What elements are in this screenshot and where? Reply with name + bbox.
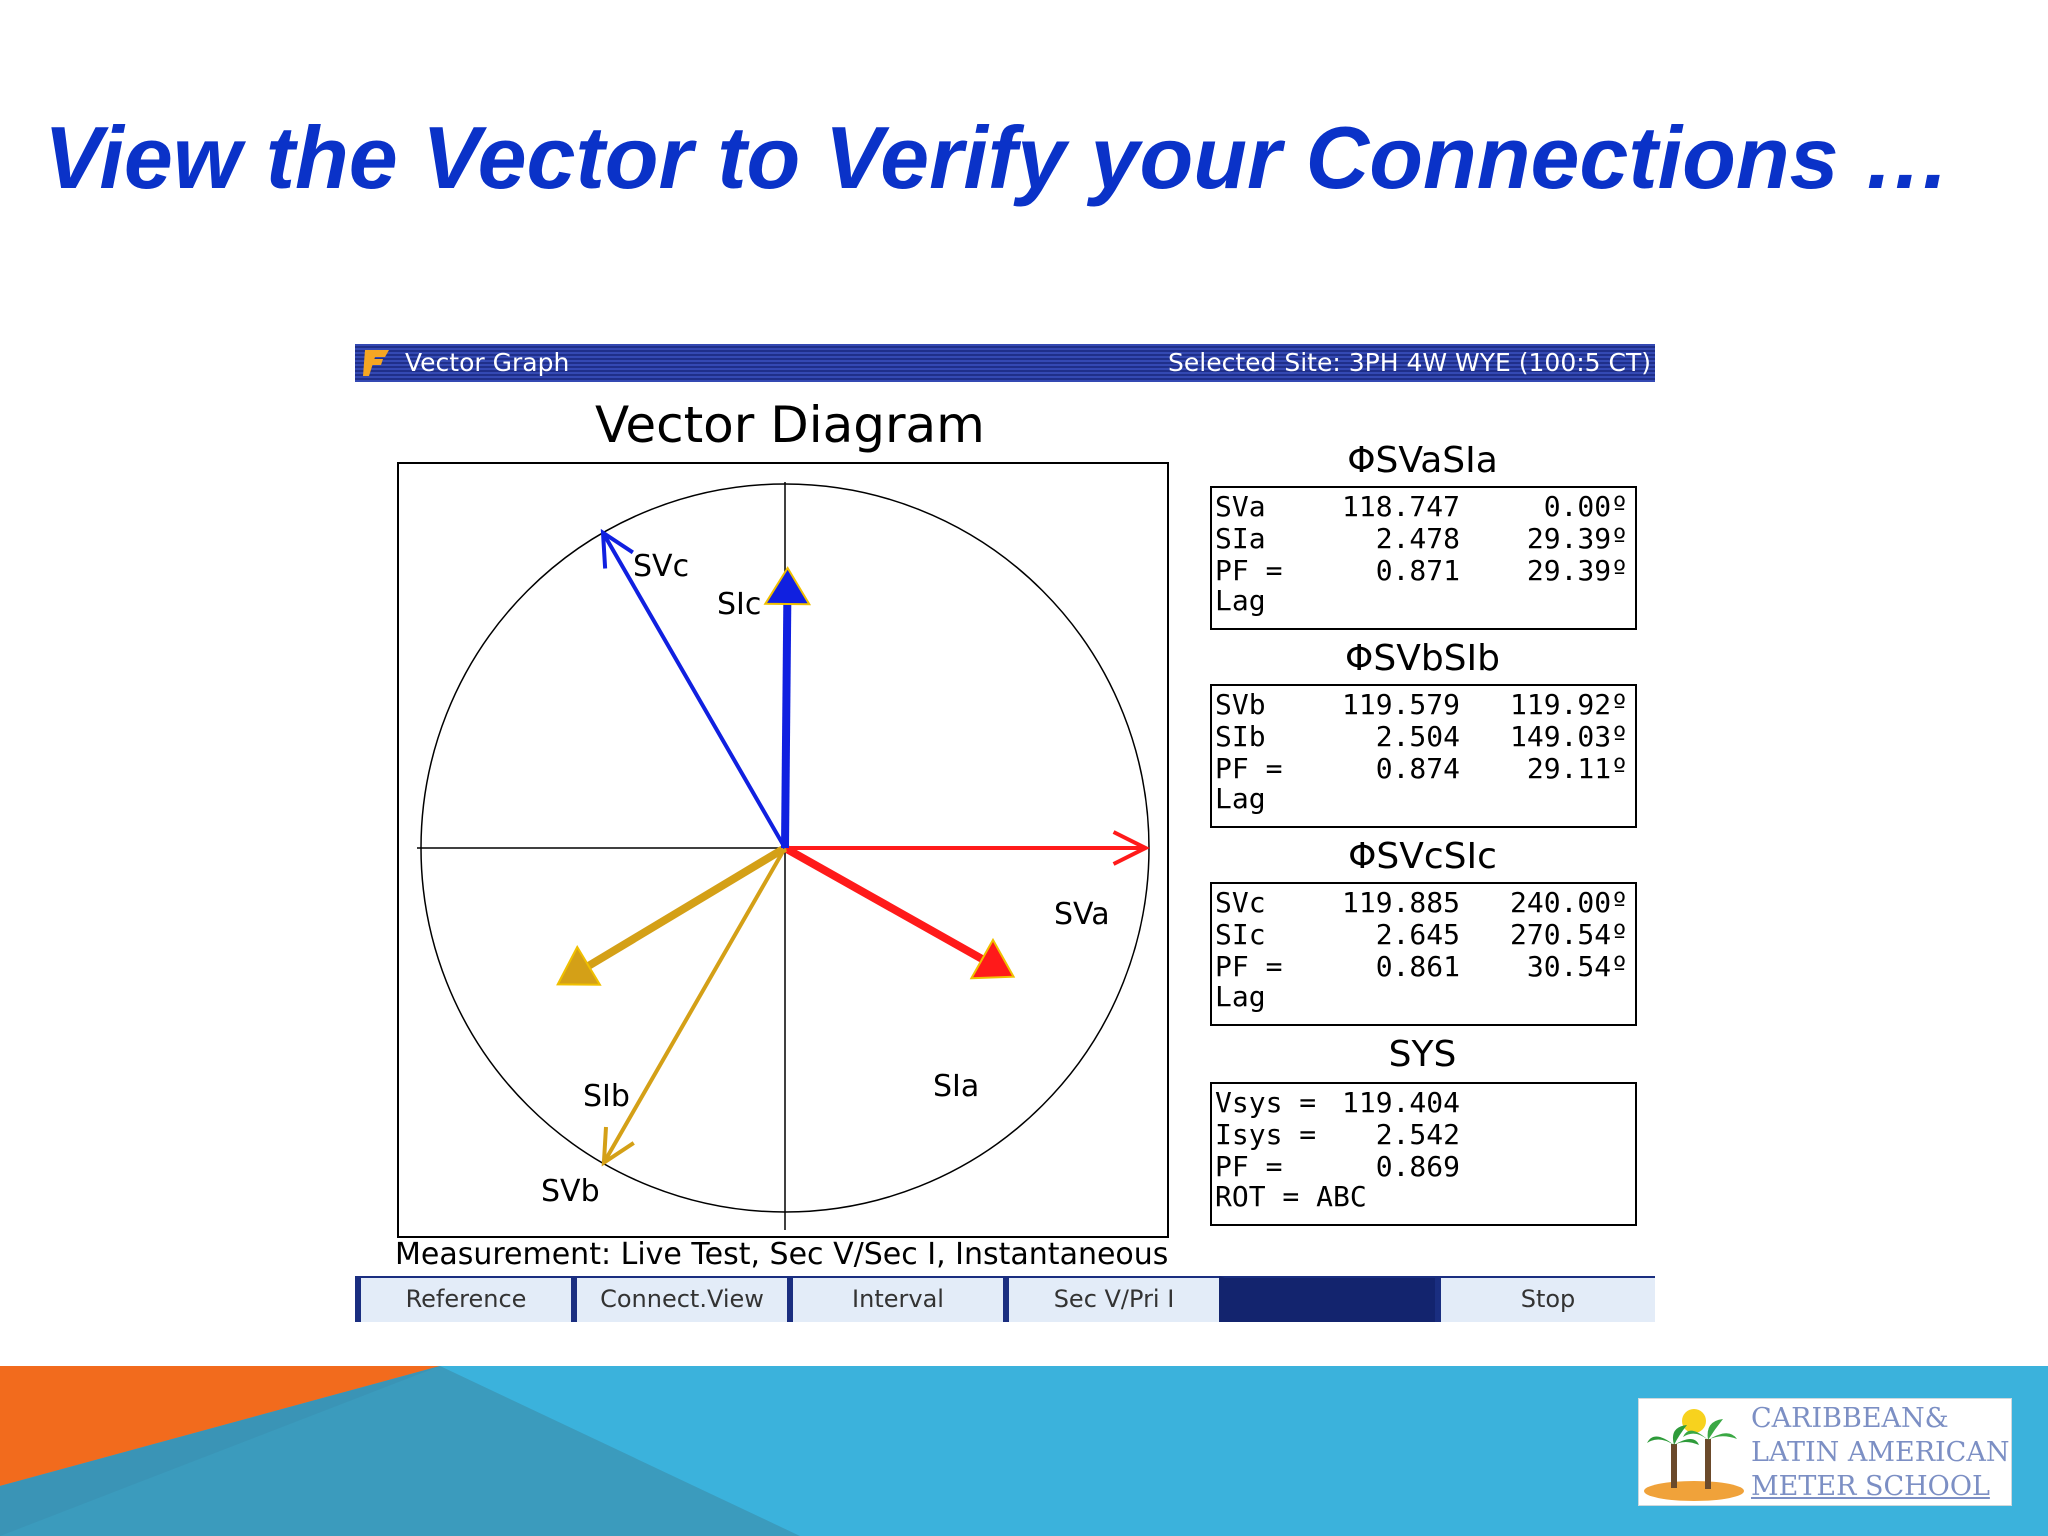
row-key: SVc <box>1215 886 1266 919</box>
reference-button[interactable]: Reference <box>355 1276 571 1322</box>
phase-a-row-pf <box>1215 554 1630 586</box>
logo-line-1: CARIBBEAN& <box>1751 1403 1949 1434</box>
sys-title: SYS <box>1388 1034 1457 1075</box>
row-angle: 29.39º <box>1526 554 1628 587</box>
svc-label: SVc <box>633 549 690 584</box>
phase-c-panel <box>1210 882 1637 1026</box>
row-angle: 29.11º <box>1526 752 1628 785</box>
phase-b-row-pf <box>1215 752 1630 784</box>
row-key: PF = <box>1215 752 1283 785</box>
palm-island-icon <box>1639 1399 1749 1505</box>
row-angle: 0.00º <box>1543 490 1628 523</box>
row-value: 0.869 <box>1375 1150 1460 1183</box>
window-title: Vector Graph <box>405 348 570 377</box>
sic-vector-line <box>785 604 787 848</box>
row-value: 119.885 <box>1341 886 1460 919</box>
stop-button[interactable]: Stop <box>1435 1276 1655 1322</box>
row-value: 0.861 <box>1375 950 1460 983</box>
logo-line-3: METER SCHOOL <box>1751 1471 1990 1502</box>
row-value: 2.504 <box>1375 720 1460 753</box>
slide-title: View the Vector to Verify your Connections … <box>44 108 1951 207</box>
sib-label: SIb <box>583 1079 630 1114</box>
row-value: 2.478 <box>1375 522 1460 555</box>
phase-c-row-voltage <box>1215 886 1630 918</box>
app-logo-icon <box>361 347 393 379</box>
window-titlebar <box>355 344 1655 382</box>
row-value: 2.542 <box>1375 1118 1460 1151</box>
sys-panel <box>1210 1082 1637 1226</box>
sia-vector-line <box>785 848 982 959</box>
sys-row-voltage <box>1215 1086 1630 1118</box>
selected-site-label: Selected Site: 3PH 4W WYE (100:5 CT) <box>1168 348 1651 377</box>
phase-a-row-lag <box>1215 584 1630 616</box>
svb-vector-line <box>604 848 785 1163</box>
phase-c-title: ΦSVcSIc <box>1348 836 1497 877</box>
row-key: ROT = ABC <box>1215 1180 1367 1213</box>
row-value: 0.871 <box>1375 554 1460 587</box>
row-key: SVa <box>1215 490 1266 523</box>
blank-softkey[interactable] <box>1219 1276 1435 1322</box>
sec-v-pri-i-button[interactable]: Sec V/Pri I <box>1003 1276 1219 1322</box>
row-key: SIa <box>1215 522 1266 555</box>
row-key: SIb <box>1215 720 1266 753</box>
sys-row-current <box>1215 1118 1630 1150</box>
row-key: Vsys = <box>1215 1086 1317 1119</box>
phase-b-row-current <box>1215 720 1630 752</box>
row-value: 119.579 <box>1341 688 1460 721</box>
row-value: 2.645 <box>1375 918 1460 951</box>
measurement-status: Measurement: Live Test, Sec V/Sec I, Instantaneous <box>395 1237 1169 1272</box>
vector-diagram-plot <box>397 462 1169 1238</box>
sic-arrowhead <box>765 568 809 604</box>
svc-vector-line <box>603 533 785 848</box>
phase-c-row-current <box>1215 918 1630 950</box>
row-key: PF = <box>1215 950 1283 983</box>
softkey-bar <box>355 1276 1655 1322</box>
vector-diagram-heading: Vector Diagram <box>595 396 985 454</box>
connect-view-button[interactable]: Connect.View <box>571 1276 787 1322</box>
phase-b-title: ΦSVbSIb <box>1345 638 1500 679</box>
row-key: Lag <box>1215 980 1266 1013</box>
interval-button[interactable]: Interval <box>787 1276 1003 1322</box>
svb-arrowhead <box>604 1127 634 1163</box>
row-key: Isys = <box>1215 1118 1317 1151</box>
row-angle: 270.54º <box>1509 918 1628 951</box>
row-angle: 240.00º <box>1509 886 1628 919</box>
phase-b-row-lag <box>1215 782 1630 814</box>
logo-line-2: LATIN AMERICAN <box>1751 1437 2010 1468</box>
row-angle: 29.39º <box>1526 522 1628 555</box>
row-key: Lag <box>1215 782 1266 815</box>
phase-c-row-pf <box>1215 950 1630 982</box>
phase-a-panel <box>1210 486 1637 630</box>
row-key: SIc <box>1215 918 1266 951</box>
sys-row-pf <box>1215 1150 1630 1182</box>
row-key: SVb <box>1215 688 1266 721</box>
row-value: 118.747 <box>1341 490 1460 523</box>
row-key: PF = <box>1215 554 1283 587</box>
phase-a-title: ΦSVaSIa <box>1347 440 1498 481</box>
row-value: 0.874 <box>1375 752 1460 785</box>
phase-c-row-lag <box>1215 980 1630 1012</box>
vector-graph-screen <box>355 344 1655 1322</box>
row-angle: 119.92º <box>1509 688 1628 721</box>
row-key: Lag <box>1215 584 1266 617</box>
sic-label: SIc <box>717 587 762 622</box>
row-angle: 30.54º <box>1526 950 1628 983</box>
phase-a-row-voltage <box>1215 490 1630 522</box>
row-key: PF = <box>1215 1150 1283 1183</box>
sia-label: SIa <box>933 1069 980 1104</box>
phase-a-row-current <box>1215 522 1630 554</box>
row-value: 119.404 <box>1341 1086 1460 1119</box>
sib-vector-line <box>589 848 785 966</box>
sys-row-rotation <box>1215 1180 1630 1212</box>
vector-diagram-svg <box>399 464 1167 1236</box>
school-logo <box>1638 1398 2012 1506</box>
row-angle: 149.03º <box>1509 720 1628 753</box>
phase-b-row-voltage <box>1215 688 1630 720</box>
svb-label: SVb <box>541 1174 600 1209</box>
phase-b-panel <box>1210 684 1637 828</box>
sva-label: SVa <box>1054 897 1110 932</box>
